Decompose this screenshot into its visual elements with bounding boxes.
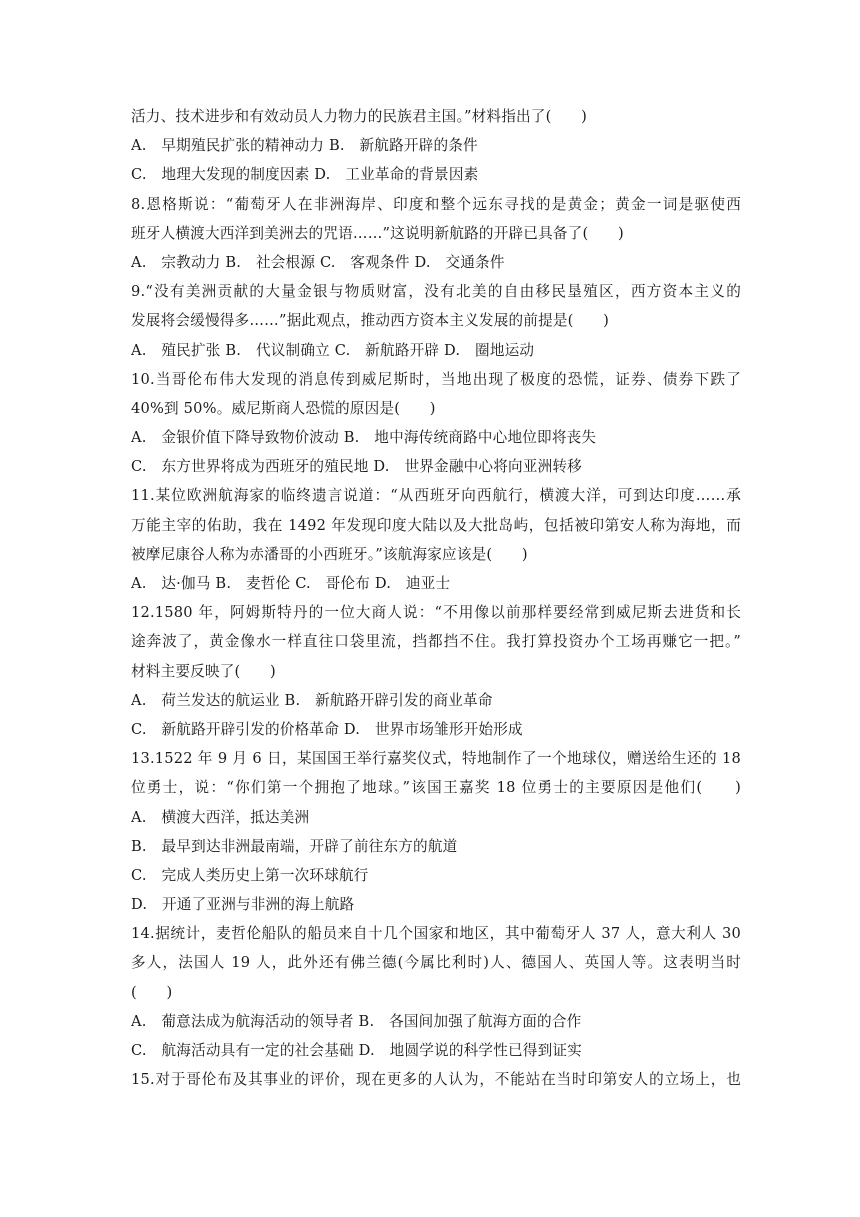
answer-options: A. 殖民扩张 B. 代议制确立 C. 新航路开辟 D. 圈地运动 [131, 341, 535, 359]
question-8: 8.恩格斯说：“葡萄牙人在非洲海岸、印度和整个远东寻找的是黄金；黄金一词是驱使西 [131, 195, 741, 213]
question-9: 9.“没有美洲贡献的大量金银与物质财富，没有北美的自由移民垦殖区，西方资本主义的 [131, 283, 741, 301]
question-13: 13.1522 年 9 月 6 日，某国国王举行嘉奖仪式，特地制作了一个地球仪，赠送给生还的 18 [131, 750, 741, 768]
answer-options: C. 东方世界将成为西班牙的殖民地 D. 世界金融中心将向亚洲转移 [131, 458, 582, 476]
answer-options: C. 新航路开辟引发的价格革命 D. 世界市场雏形开始形成 [131, 720, 523, 738]
text-line: 40%到 50%。威尼斯商人恐慌的原因是( ) [131, 399, 436, 417]
question-10: 10.当哥伦布伟大发现的消息传到威尼斯时，当地出现了极度的恐慌，证券、债券下跌了 [131, 370, 741, 388]
text-line: 被摩尼康谷人称为赤潘哥的小西班牙。”该航海家应该是( ) [131, 545, 528, 563]
answer-options: C. 航海活动具有一定的社会基础 D. 地圆学说的科学性已得到证实 [131, 1042, 582, 1059]
text-line: 多人，法国人 19 人，此外还有佛兰德(今属比利时)人、德国人、英国人等。这表明当时 [131, 954, 741, 972]
text-line: 班牙人横渡大西洋到美洲去的咒语……”这说明新航路的开辟已具备了( ) [131, 224, 624, 242]
text-line: 发展将会缓慢得多……”据此观点，推动西方资本主义发展的前提是( ) [131, 312, 610, 330]
answer-option-b: B. 最早到达非洲最南端，开辟了前往东方的航道 [131, 837, 458, 855]
question-12: 12.1580 年，阿姆斯特丹的一位大商人说：“不用像以前那样要经常到威尼斯去进货和长 [131, 604, 741, 622]
question-11: 11.某位欧洲航海家的临终遗言说道：“从西班牙向西航行，横渡大洋，可到达印度……承 [131, 487, 741, 505]
document-page [131, 102, 741, 1094]
text-line: 活力、技术进步和有效动员人力物力的民族君主国。”材料指出了( ) [131, 108, 587, 125]
question-15: 15.对于哥伦布及其事业的评价，现在更多的人认为，不能站在当时印第安人的立场上，也 [131, 1071, 741, 1089]
question-14: 14.据统计，麦哲伦船队的船员来自十几个国家和地区，其中葡萄牙人 37 人，意大利人 30 [131, 925, 741, 943]
text-line: 途奔波了，黄金像水一样直往口袋里流，挡都挡不住。我打算投资办个工场再赚它一把。” [131, 633, 741, 651]
answer-option-a: A. 横渡大西洋，抵达美洲 [131, 808, 310, 826]
text-line: 万能主宰的佑助，我在 1492 年发现印度大陆以及大批岛屿，包括被印第安人称为海地，而 [131, 516, 741, 534]
answer-option-d: D. 开通了亚洲与非洲的海上航路 [131, 896, 355, 914]
answer-options: A. 荷兰发达的航运业 B. 新航路开辟引发的商业革命 [131, 691, 493, 709]
answer-options: A. 早期殖民扩张的精神动力 B. 新航路开辟的条件 [131, 137, 478, 155]
text-line: ( ) [131, 983, 173, 1001]
text-line: 材料主要反映了( ) [131, 662, 276, 680]
answer-options: A. 宗教动力 B. 社会根源 C. 客观条件 D. 交通条件 [131, 253, 505, 271]
answer-options: A. 金银价值下降导致物价波动 B. 地中海传统商路中心地位即将丧失 [131, 429, 597, 447]
answer-option-c: C. 完成人类历史上第一次环球航行 [131, 866, 369, 884]
answer-options: A. 葡意法成为航海活动的领导者 B. 各国间加强了航海方面的合作 [131, 1012, 582, 1030]
answer-options: A. 达·伽马 B. 麦哲伦 C. 哥伦布 D. 迪亚士 [131, 575, 451, 592]
text-line: 位勇士，说：“你们第一个拥抱了地球。”该国王嘉奖 18 位勇士的主要原因是他们( ) [131, 779, 741, 797]
answer-options: C. 地理大发现的制度因素 D. 工业革命的背景因素 [131, 166, 479, 184]
